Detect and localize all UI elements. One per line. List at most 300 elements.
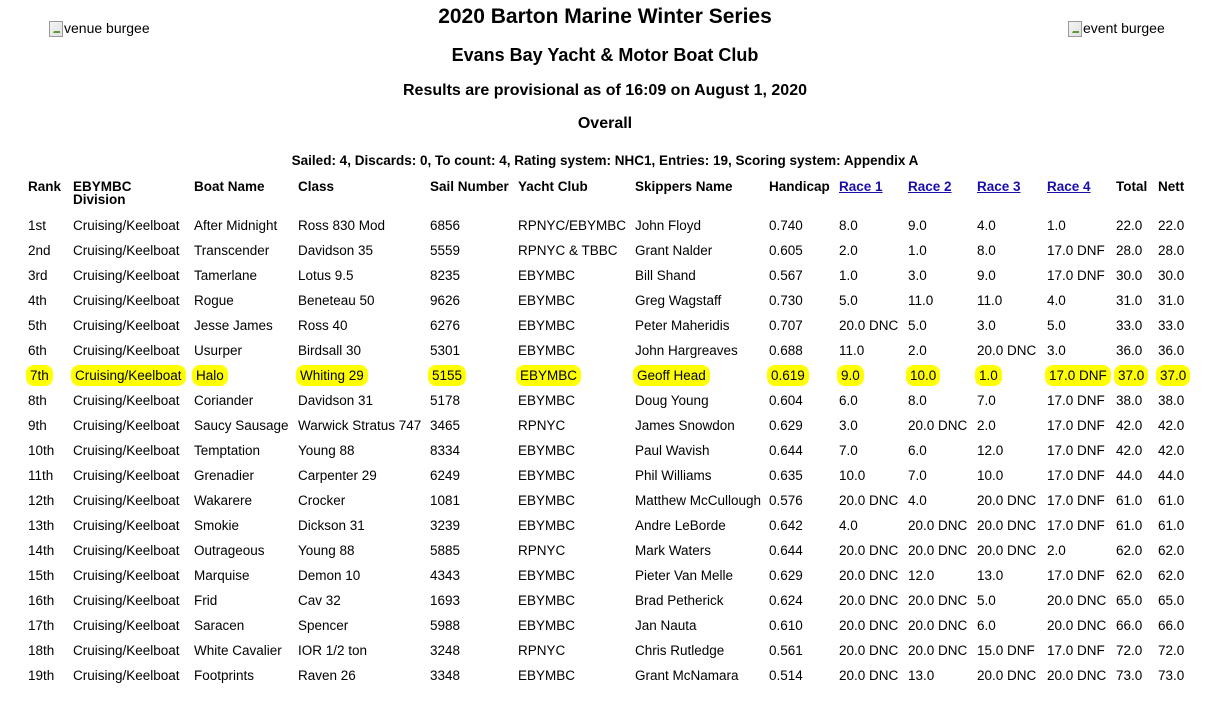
skipper-cell [632,388,766,413]
race-3-link[interactable]: Race 3 [977,179,1021,194]
class-cell-text: Young 88 [298,543,355,558]
sail-number-cell-text: 5301 [430,343,461,358]
race-2-score-text: 20.0 DNC [908,593,968,608]
boat-name-cell [191,613,295,638]
race-2-score [905,313,974,338]
class-cell-text: Warwick Stratus 747 [298,418,422,433]
total-cell [1113,613,1155,638]
yacht-club-cell [515,538,632,563]
race-2-score [905,538,974,563]
race-1-score-text: 20.0 DNC [839,618,899,633]
race-1-score-text: 7.0 [839,443,858,458]
rank-cell [25,238,70,263]
race-4-link[interactable]: Race 4 [1047,179,1091,194]
skipper-cell [632,413,766,438]
total-cell [1113,638,1155,663]
sail-number-cell [427,488,515,513]
boat-name-cell-text: Transcender [194,243,270,258]
race-1-score-text: 20.0 DNC [839,543,899,558]
race-2-score [905,263,974,288]
total-cell [1113,288,1155,313]
yacht-club-cell-text: EBYMBC [518,318,576,333]
total-cell-text: 22.0 [1116,218,1143,233]
race-4-score-text: 17.0 DNF [1047,518,1105,533]
race-2-score-text: 10.0 [910,368,937,383]
handicap-cell-text: 0.635 [769,468,803,483]
race-1-score [836,663,905,688]
nett-cell [1155,613,1191,638]
race-3-score [974,638,1044,663]
race-3-score-text: 9.0 [977,268,996,283]
race-1-score [836,463,905,488]
yacht-club-cell [515,488,632,513]
class-cell-text: Whiting 29 [300,368,364,383]
division-cell [70,613,191,638]
results-header-row [25,178,1191,213]
division-cell-text: Cruising/Keelboat [73,443,180,458]
race-4-score [1044,288,1113,313]
rank-cell [25,388,70,413]
race-4-score [1044,438,1113,463]
class-cell-text: Demon 10 [298,568,361,583]
division-cell [70,488,191,513]
race-3-score-text: 20.0 DNC [977,518,1037,533]
yacht-club-cell [515,588,632,613]
race-2-score [905,513,974,538]
col-race3-header[interactable] [974,178,1044,213]
col-total-header: Total [1116,179,1148,194]
race-1-score [836,513,905,538]
boat-name-cell-text: Saucy Sausage [194,418,289,433]
total-cell [1113,488,1155,513]
overall-heading: Overall [577,115,633,132]
sail-number-cell-text: 9626 [430,293,461,308]
class-cell [295,288,427,313]
total-cell-text: 33.0 [1116,318,1143,333]
race-4-score [1044,338,1113,363]
class-cell-text: Cav 32 [298,593,341,608]
handicap-cell [766,538,836,563]
division-cell [70,463,191,488]
total-cell [1113,438,1155,463]
race-3-score-text: 20.0 DNC [977,343,1037,358]
total-cell-text: 61.0 [1116,518,1143,533]
race-2-score-text: 20.0 DNC [908,543,968,558]
nett-cell [1155,363,1191,388]
sail-number-cell [427,638,515,663]
division-cell [70,638,191,663]
division-cell [70,263,191,288]
sail-number-cell [427,388,515,413]
nett-cell-text: 42.0 [1158,418,1185,433]
nett-cell [1155,238,1191,263]
race-3-score [974,388,1044,413]
yacht-club-cell [515,563,632,588]
division-cell [70,213,191,238]
skipper-cell-text: Brad Petherick [635,593,724,608]
race-2-link[interactable]: Race 2 [908,179,952,194]
sail-number-cell [427,513,515,538]
nett-cell [1155,538,1191,563]
handicap-cell [766,613,836,638]
race-4-score [1044,313,1113,338]
race-4-score [1044,513,1113,538]
race-1-score [836,563,905,588]
division-cell [70,438,191,463]
total-cell [1113,338,1155,363]
rank-cell [25,538,70,563]
race-3-score-text: 7.0 [977,393,996,408]
race-1-score [836,613,905,638]
skipper-cell [632,238,766,263]
boat-name-cell-text: Smokie [194,518,240,533]
division-cell [70,563,191,588]
race-2-score [905,488,974,513]
table-row [25,263,1191,288]
sail-number-cell-text: 3239 [430,518,461,533]
boat-name-cell [191,363,295,388]
total-cell-text: 44.0 [1116,468,1143,483]
race-3-score-text: 20.0 DNC [977,668,1037,683]
total-cell [1113,513,1155,538]
race-3-score [974,263,1044,288]
handicap-cell-text: 0.688 [769,343,803,358]
sail-number-cell [427,663,515,688]
skipper-cell [632,463,766,488]
col-skipper-header: Skippers Name [635,179,733,194]
race-2-score-text: 7.0 [908,468,927,483]
race-2-score [905,238,974,263]
class-cell [295,313,427,338]
yacht-club-cell-text: EBYMBC [520,368,578,383]
division-cell [70,513,191,538]
race-3-score-text: 15.0 DNF [977,643,1035,658]
division-cell [70,313,191,338]
division-header-line1: EBYMBC [73,179,132,194]
rank-cell [25,213,70,238]
skipper-cell-text: James Snowdon [635,418,735,433]
race-4-score [1044,388,1113,413]
race-2-score [905,363,974,388]
rank-cell-text: 7th [30,368,49,383]
class-cell-text: Birdsall 30 [298,343,362,358]
sail-number-cell-text: 5155 [432,368,463,383]
handicap-cell-text: 0.629 [769,418,803,433]
skipper-cell [632,263,766,288]
handicap-cell [766,438,836,463]
nett-cell-text: 31.0 [1158,293,1185,308]
division-cell-text: Cruising/Keelboat [73,643,180,658]
boat-name-cell-text: Saracen [194,618,245,633]
race-1-score-text: 6.0 [839,393,858,408]
division-cell-text: Cruising/Keelboat [73,518,180,533]
table-row [25,438,1191,463]
col-rank-header: Rank [28,179,62,194]
series-title: 2020 Barton Marine Winter Series [438,5,772,28]
race-4-score-text: 17.0 DNF [1047,568,1105,583]
col-race1-header[interactable] [836,178,905,213]
race-2-score-text: 4.0 [908,493,927,508]
boat-name-cell [191,213,295,238]
division-cell [70,663,191,688]
class-cell-text: Carpenter 29 [298,468,377,483]
skipper-cell-text: Mark Waters [635,543,712,558]
rank-cell-text: 2nd [28,243,51,258]
race-4-score [1044,538,1113,563]
race-3-score-text: 12.0 [977,443,1004,458]
total-cell [1113,388,1155,413]
race-1-score-text: 20.0 DNC [839,668,899,683]
race-3-score-text: 5.0 [977,593,996,608]
yacht-club-cell-text: EBYMBC [518,668,576,683]
class-cell [295,388,427,413]
nett-cell [1155,313,1191,338]
boat-name-cell [191,413,295,438]
boat-name-cell [191,488,295,513]
race-1-score [836,488,905,513]
race-1-score [836,288,905,313]
rank-cell [25,588,70,613]
race-3-score [974,663,1044,688]
nett-cell [1155,288,1191,313]
total-cell-text: 36.0 [1116,343,1143,358]
club-name: Evans Bay Yacht & Motor Boat Club [451,45,759,65]
boat-name-cell [191,463,295,488]
skipper-cell-text: Andre LeBorde [635,518,726,533]
skipper-cell [632,313,766,338]
yacht-club-cell-text: EBYMBC [518,293,576,308]
total-cell-text: 30.0 [1116,268,1143,283]
table-row [25,388,1191,413]
boat-name-cell-text: Usurper [194,343,243,358]
race-1-score [836,538,905,563]
yacht-club-cell-text: EBYMBC [518,518,576,533]
total-cell [1113,263,1155,288]
handicap-cell [766,338,836,363]
sail-number-cell-text: 5988 [430,618,461,633]
race-1-score [836,638,905,663]
series-summary: Sailed: 4, Discards: 0, To count: 4, Rating system: NHC1, Entries: 19, Scoring system: Appendix A [291,153,919,168]
race-2-score-text: 13.0 [908,668,935,683]
division-cell [70,363,191,388]
nett-cell [1155,413,1191,438]
division-cell-text: Cruising/Keelboat [73,218,180,233]
rank-cell-text: 11th [28,468,54,483]
col-class-header: Class [298,179,335,194]
race-4-score-text: 5.0 [1047,318,1066,333]
race-3-score [974,413,1044,438]
sail-number-cell [427,588,515,613]
sail-number-cell [427,538,515,563]
race-3-score-text: 11.0 [977,293,1003,308]
race-2-score-text: 11.0 [908,293,934,308]
skipper-cell-text: John Floyd [635,218,702,233]
class-cell [295,613,427,638]
yacht-club-cell [515,638,632,663]
race-2-score [905,588,974,613]
race-3-score-text: 6.0 [977,618,996,633]
handicap-cell [766,213,836,238]
sail-number-cell-text: 6276 [430,318,461,333]
race-3-score-text: 4.0 [977,218,996,233]
class-cell-text: Spencer [298,618,349,633]
race-3-score-text: 2.0 [977,418,996,433]
total-cell-text: 42.0 [1116,443,1143,458]
skipper-cell [632,363,766,388]
sail-number-cell-text: 5559 [430,243,461,258]
handicap-cell [766,588,836,613]
race-2-score-text: 8.0 [908,393,927,408]
yacht-club-cell [515,513,632,538]
race-2-score [905,638,974,663]
boat-name-cell [191,663,295,688]
handicap-cell [766,488,836,513]
race-4-score-text: 20.0 DNC [1047,668,1107,683]
race-1-link[interactable]: Race 1 [839,179,883,194]
boat-name-cell-text: Temptation [194,443,261,458]
boat-name-cell [191,588,295,613]
yacht-club-cell-text: EBYMBC [518,468,576,483]
boat-name-cell [191,538,295,563]
race-4-score [1044,663,1113,688]
race-3-score-text: 20.0 DNC [977,493,1037,508]
division-cell [70,338,191,363]
race-3-score [974,538,1044,563]
race-4-score-text: 17.0 DNF [1047,268,1105,283]
rank-cell [25,438,70,463]
col-boat-header: Boat Name [194,179,265,194]
boat-name-cell [191,388,295,413]
nett-cell-text: 44.0 [1158,468,1185,483]
sail-number-cell-text: 8235 [430,268,461,283]
race-4-score-text: 20.0 DNC [1047,618,1107,633]
race-1-score-text: 11.0 [839,343,865,358]
race-1-score-text: 20.0 DNC [839,318,899,333]
yacht-club-cell [515,413,632,438]
nett-cell-text: 66.0 [1158,618,1185,633]
yacht-club-cell [515,388,632,413]
division-cell-text: Cruising/Keelboat [73,668,180,683]
race-2-score-text: 20.0 DNC [908,518,968,533]
class-cell-text: Davidson 31 [298,393,374,408]
handicap-cell-text: 0.604 [769,393,803,408]
yacht-club-cell [515,288,632,313]
rank-cell [25,463,70,488]
class-cell-text: IOR 1/2 ton [298,643,368,658]
yacht-club-cell [515,213,632,238]
nett-cell [1155,338,1191,363]
boat-name-cell [191,263,295,288]
yacht-club-cell-text: EBYMBC [518,443,576,458]
handicap-cell-text: 0.605 [769,243,803,258]
nett-cell-text: 38.0 [1158,393,1185,408]
rank-cell-text: 15th [28,568,55,583]
total-cell-text: 65.0 [1116,593,1143,608]
nett-cell [1155,213,1191,238]
boat-name-cell-text: Footprints [194,668,255,683]
skipper-cell [632,538,766,563]
nett-cell-text: 33.0 [1158,318,1185,333]
yacht-club-cell-text: RPNYC [518,543,566,558]
boat-name-cell [191,563,295,588]
race-4-score [1044,613,1113,638]
handicap-cell-text: 0.707 [769,318,803,333]
division-cell [70,538,191,563]
rank-cell-text: 5th [28,318,47,333]
total-cell-text: 62.0 [1116,568,1143,583]
handicap-cell-text: 0.644 [769,443,803,458]
col-race4-header[interactable] [1044,178,1113,213]
race-1-score-text: 1.0 [839,268,858,283]
race-4-score [1044,363,1113,388]
race-1-score [836,313,905,338]
race-1-score-text: 5.0 [839,293,858,308]
rank-cell-text: 3rd [28,268,48,283]
sail-number-cell-text: 1081 [430,493,461,508]
boat-name-cell [191,238,295,263]
handicap-cell-text: 0.610 [769,618,803,633]
table-row [25,588,1191,613]
race-3-score [974,463,1044,488]
boat-name-cell-text: Coriander [194,393,254,408]
class-cell [295,438,427,463]
race-4-score [1044,563,1113,588]
skipper-cell-text: Pieter Van Melle [635,568,734,583]
race-1-score-text: 4.0 [839,518,858,533]
race-1-score-text: 9.0 [841,368,860,383]
race-2-score [905,213,974,238]
yacht-club-cell [515,338,632,363]
rank-cell [25,488,70,513]
nett-cell-text: 72.0 [1158,643,1185,658]
race-4-score [1044,638,1113,663]
yacht-club-cell [515,263,632,288]
yacht-club-cell-text: RPNYC [518,418,566,433]
venue-burgee-alt-text: venue burgee [64,20,150,36]
sail-number-cell-text: 4343 [430,568,461,583]
race-2-score-text: 5.0 [908,318,927,333]
race-2-score [905,288,974,313]
handicap-cell [766,513,836,538]
nett-cell-text: 65.0 [1158,593,1185,608]
class-cell [295,638,427,663]
skipper-cell [632,663,766,688]
yacht-club-cell-text: RPNYC [518,643,566,658]
table-row [25,288,1191,313]
total-cell-text: 28.0 [1116,243,1143,258]
sail-number-cell [427,263,515,288]
boat-name-cell-text: Wakarere [194,493,253,508]
boat-name-cell [191,288,295,313]
nett-cell [1155,638,1191,663]
nett-cell-text: 61.0 [1158,518,1185,533]
race-3-score-text: 13.0 [977,568,1004,583]
yacht-club-cell-text: RPNYC/EBYMBC [518,218,627,233]
division-cell-text: Cruising/Keelboat [73,343,180,358]
highlighted-table-row [25,363,1191,388]
results-status: Results are provisional as of 16:09 on August 1, 2020 [403,82,807,99]
nett-cell-text: 61.0 [1158,493,1185,508]
yacht-club-cell-text: EBYMBC [518,493,576,508]
nett-cell-text: 37.0 [1160,368,1187,383]
total-cell [1113,238,1155,263]
handicap-cell [766,313,836,338]
rank-cell-text: 18th [28,643,55,658]
boat-name-cell-text: Rogue [194,293,234,308]
col-race2-header[interactable] [905,178,974,213]
sail-number-cell [427,213,515,238]
event-burgee-alt-text: event burgee [1083,20,1165,36]
